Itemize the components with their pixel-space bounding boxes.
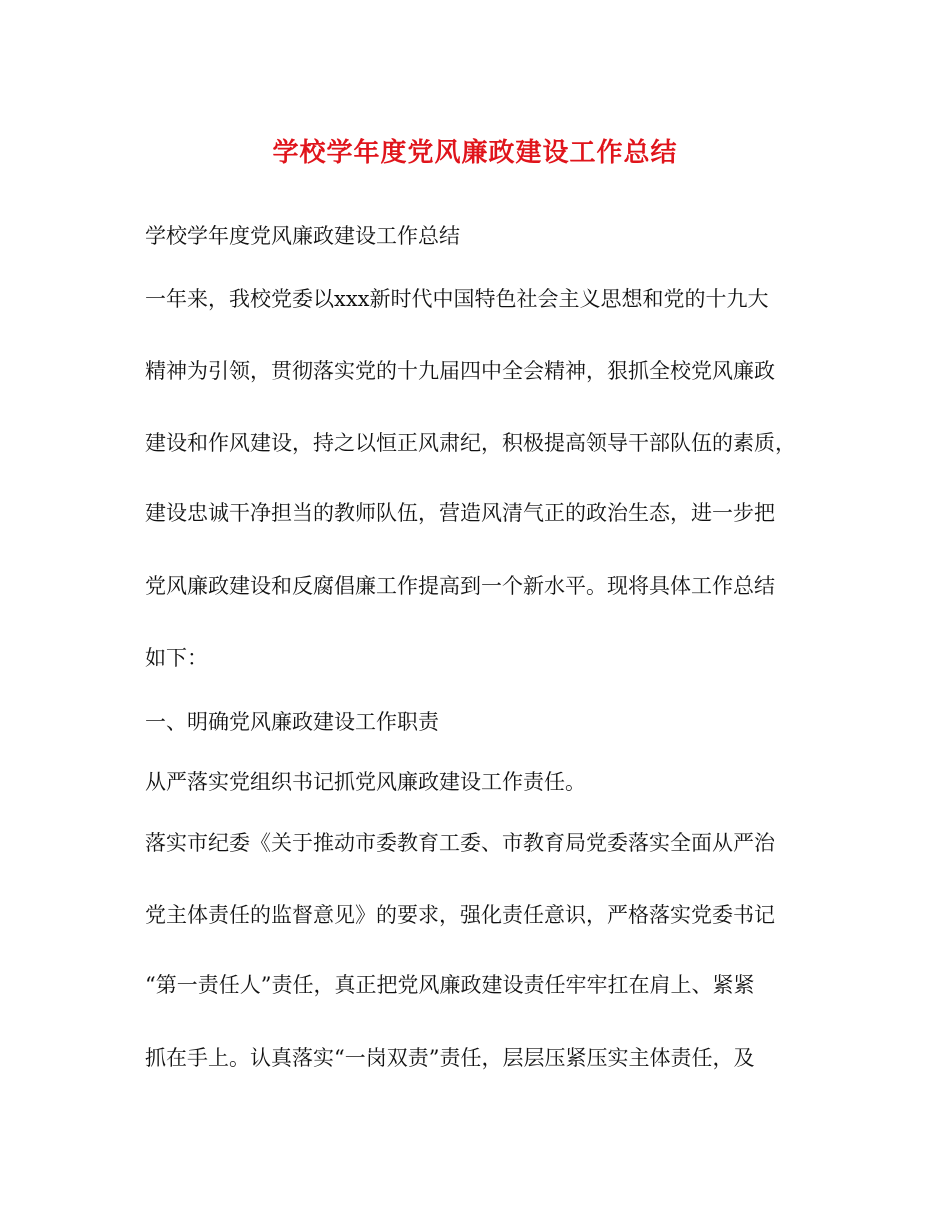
paragraph-line: 从严落实党组织书记抓党风廉政建设工作责任。 — [145, 770, 586, 794]
paragraph-line: 如下： — [145, 646, 208, 670]
paragraph-line: 抓在手上。认真落实“一岗双责”责任，层层压紧压实主体责任，及 — [145, 1046, 755, 1070]
paragraph-line: 党风廉政建设和反腐倡廉工作提高到一个新水平。现将具体工作总结 — [145, 574, 775, 598]
paragraph-line: 一年来，我校党委以xxx新时代中国特色社会主义思想和党的十九大 — [145, 287, 769, 311]
paragraph-line: 党主体责任的监督意见》的要求，强化责任意识，严格落实党委书记 — [145, 903, 775, 927]
paragraph-line: 落实市纪委《关于推动市委教育工委、市教育局党委落实全面从严治 — [145, 831, 775, 855]
paragraph-line: “第一责任人”责任，真正把党风廉政建设责任牢牢扛在肩上、紧紧 — [145, 973, 755, 997]
paragraph-line: 精神为引领，贯彻落实党的十九届四中全会精神，狠抓全校党风廉政 — [145, 359, 775, 383]
paragraph-line: 建设和作风建设，持之以恒正风肃纪，积极提高领导干部队伍的素质， — [145, 431, 796, 455]
paragraph-line: 建设忠诚干净担当的教师队伍，营造风清气正的政治生态，进一步把 — [145, 501, 775, 525]
document-subtitle-line: 学校学年度党风廉政建设工作总结 — [145, 224, 460, 248]
section-heading: 一、明确党风廉政建设工作职责 — [145, 710, 439, 734]
document-title: 学校学年度党风廉政建设工作总结 — [272, 138, 678, 168]
